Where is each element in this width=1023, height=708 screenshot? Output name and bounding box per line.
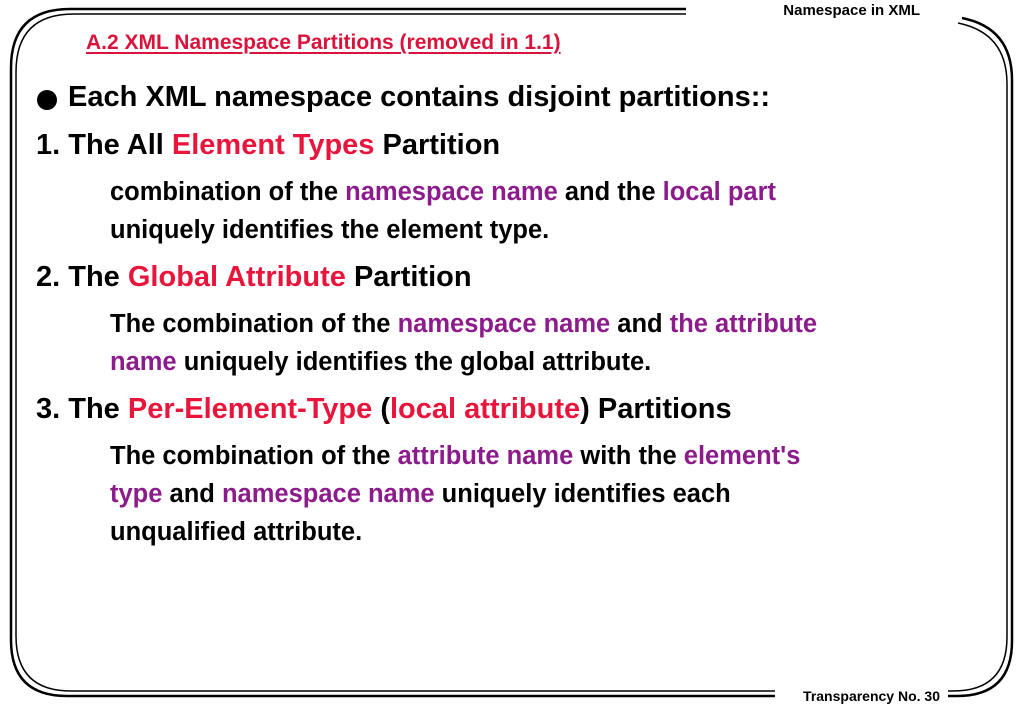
partition-3-heading: 3. The Per-Element-Type (local attribute) Partitions <box>36 393 732 425</box>
footer-text: Transparency No. 30 <box>803 688 940 704</box>
bullet-dot <box>37 90 57 110</box>
intro-text: Each XML namespace contains disjoint partitions:: <box>68 81 771 113</box>
partition-1-text-line-1: combination of the namespace name and the local part <box>110 178 776 206</box>
partition-2-heading: 2. The Global Attribute Partition <box>36 261 472 293</box>
slide-title: A.2 XML Namespace Partitions (removed in 1.1) <box>86 31 561 54</box>
header-title: Namespace in XML <box>783 2 920 19</box>
partition-3-text-line-1: The combination of the attribute name with the element's <box>110 442 801 470</box>
partition-1-heading: 1. The All Element Types Partition <box>36 129 501 161</box>
partition-1-text-line-2: uniquely identifies the element type. <box>110 216 550 244</box>
partition-2-text-line-2: name uniquely identifies the global attribute. <box>110 348 652 376</box>
partition-2-text-line-1: The combination of the namespace name and the attribute <box>110 310 818 338</box>
partition-3-text-line-3: unqualified attribute. <box>110 518 363 546</box>
partition-3-text-line-2: type and namespace name uniquely identifies each <box>110 480 731 508</box>
